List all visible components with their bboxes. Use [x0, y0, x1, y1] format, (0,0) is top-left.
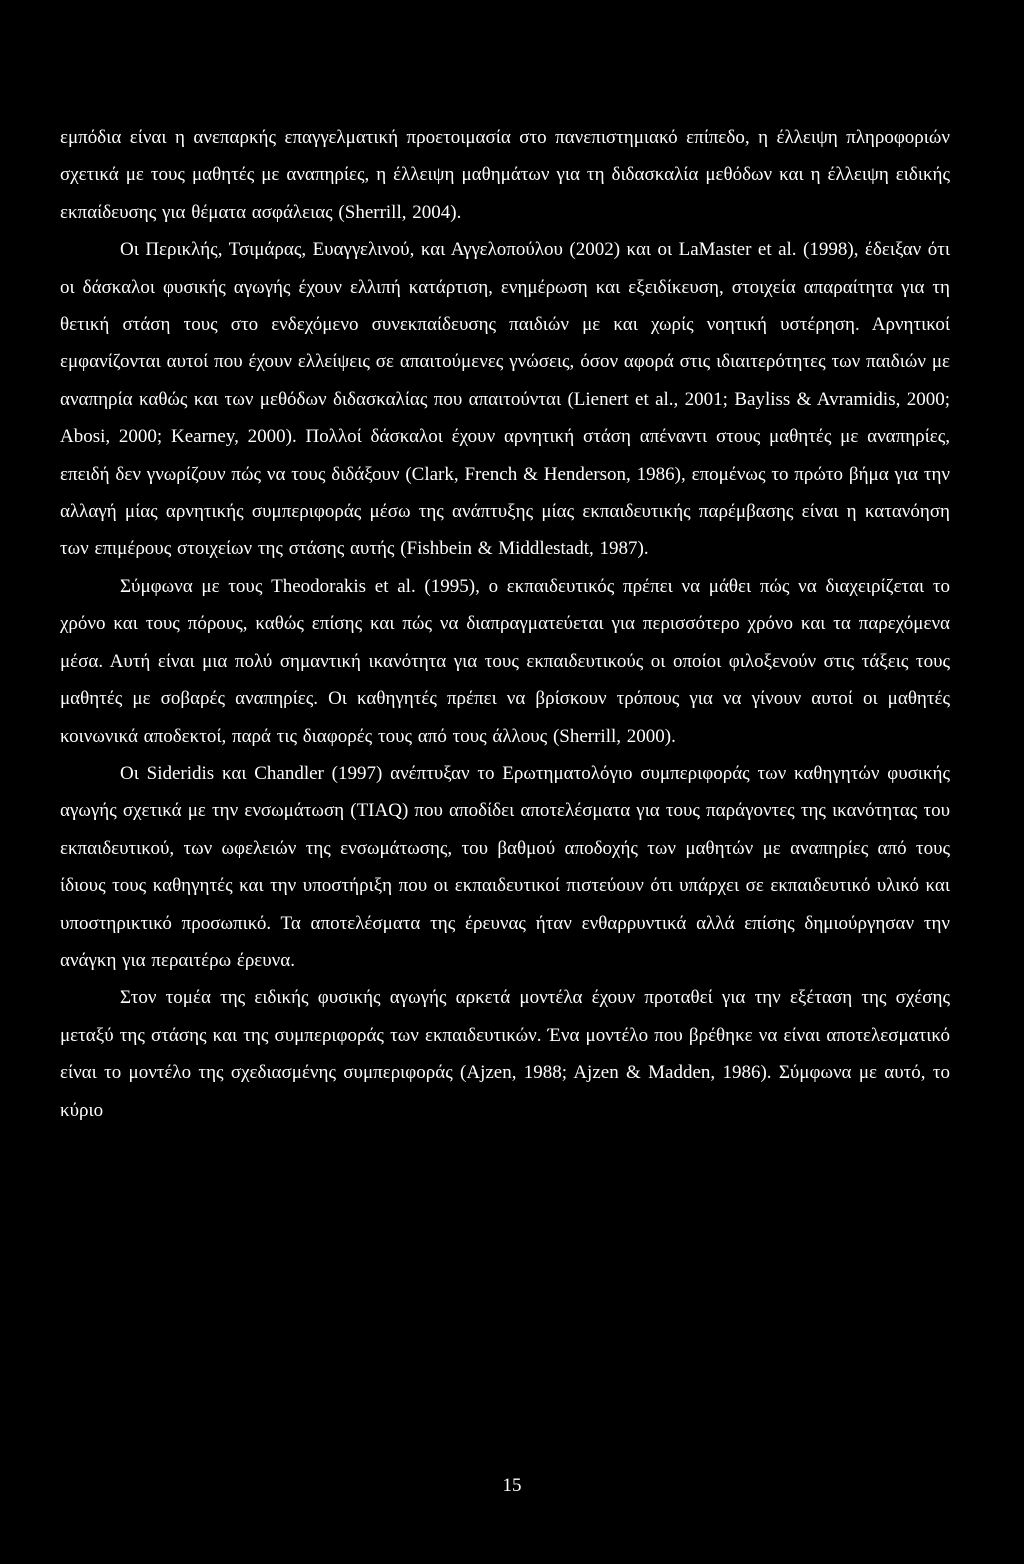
- paragraph-theodorakis: Σύμφωνα με τους Theodorakis et al. (1995), ο εκπαιδευτικός πρέπει να μάθει πώς να διαχειρίζεται το χρόνο και τους πόρους, καθώς επίσης και πώς να διαπραγματεύεται για περισσότερο χρόνο και τα παρεχόμενα μέσα. Αυτή είναι μια πολύ σημαντική ικανότητα για τους εκπαιδευτικούς οι οποίοι φιλοξενούν στις τάξεις τους μαθητές με σοβαρές αναπηρίες. Οι καθηγητές πρέπει να βρίσκουν τρόπους για να γίνουν αυτοί οι μαθητές κοινωνικά αποδεκτοί, παρά τις διαφορές τους από τους άλλους (Sherrill, 2000).: [60, 575, 950, 747]
- paragraph-continuation: εμπόδια είναι η ανεπαρκής επαγγελματική προετοιμασία στο πανεπιστημιακό επίπεδο, η έλλειψη πληροφοριών σχετικά με τους μαθητές με αναπηρίες, η έλλειψη μαθημάτων για τη διδασκαλία μεθόδων και η έλλειψη ειδικής εκπαίδευσης για θέματα ασφάλειας (Sherrill, 2004).: [60, 127, 950, 223]
- paragraph-teacher-training: Οι Περικλής, Τσιμάρας, Ευαγγελινού, και Αγγελοπούλου (2002) και οι LaMaster et al. (1998), έδειξαν ότι οι δάσκαλοι φυσικής αγωγής έχουν ελλιπή κατάρτιση, ενημέρωση και εξειδίκευση, στοιχεία απαραίτητα για τη θετική στάση τους στο ενδεχόμενο συνεκπαίδευσης παιδιών με και χωρίς νοητική υστέρηση. Αρνητικοί εμφανίζονται αυτοί που έχουν ελλείψεις σε απαιτούμενες γνώσεις, όσον αφορά στις ιδιαιτερότητες των παιδιών με αναπηρία καθώς και των μεθόδων διδασκαλίας που απαιτούνται (Lienert et al., 2001; Bayliss & Avramidis, 2000; Abosi, 2000; Kearney, 2000). Πολλοί δάσκαλοι έχουν αρνητική στάση απέναντι στους μαθητές με αναπηρίες, επειδή δεν γνωρίζουν πώς να τους διδάξουν (Clark, French & Henderson, 1986), επομένως το πρώτο βήμα για την αλλαγή μίας αρνητικής συμπεριφοράς μέσω της ανάπτυξης μίας εκπαιδευτικής παρέμβασης είναι η κατανόηση των επιμέρους στοιχείων της στάσης αυτής (Fishbein & Middlestadt, 1987).: [60, 239, 950, 560]
- paragraph-planned-behaviour: Στον τομέα της ειδικής φυσικής αγωγής αρκετά μοντέλα έχουν προταθεί για την εξέταση της σχέσης μεταξύ της στάσης και της συμπεριφοράς των εκπαιδευτικών. Ένα μοντέλο που βρέθηκε να είναι αποτελεσματικό είναι το μοντέλο της σχεδιασμένης συμπεριφοράς (Ajzen, 1988; Ajzen & Madden, 1986). Σύμφωνα με αυτό, το κύριο: [60, 987, 950, 1121]
- paragraph-sideridis-chandler: Οι Sideridis και Chandler (1997) ανέπτυξαν το Ερωτηματολόγιο συμπεριφοράς των καθηγητών φυσικής αγωγής σχετικά με την ενσωμάτωση (TIAQ) που αποδίδει αποτελέσματα για τους παράγοντες της ικανότητας του εκπαιδευτικού, των ωφελειών της ενσωμάτωσης, του βαθμού αποδοχής των μαθητών με αναπηρίες από τους ίδιους τους καθηγητές και την υποστήριξη που οι εκπαιδευτικοί πιστεύουν ότι υπάρχει σε εκπαιδευτικό υλικό και υποστηρικτικό προσωπικό. Τα αποτελέσματα της έρευνας ήταν ενθαρρυντικά αλλά επίσης δημιούργησαν την ανάγκη για περαιτέρω έρευνα.: [60, 762, 950, 971]
- body-text: [60, 119, 950, 1129]
- page-number: 15: [502, 1475, 522, 1496]
